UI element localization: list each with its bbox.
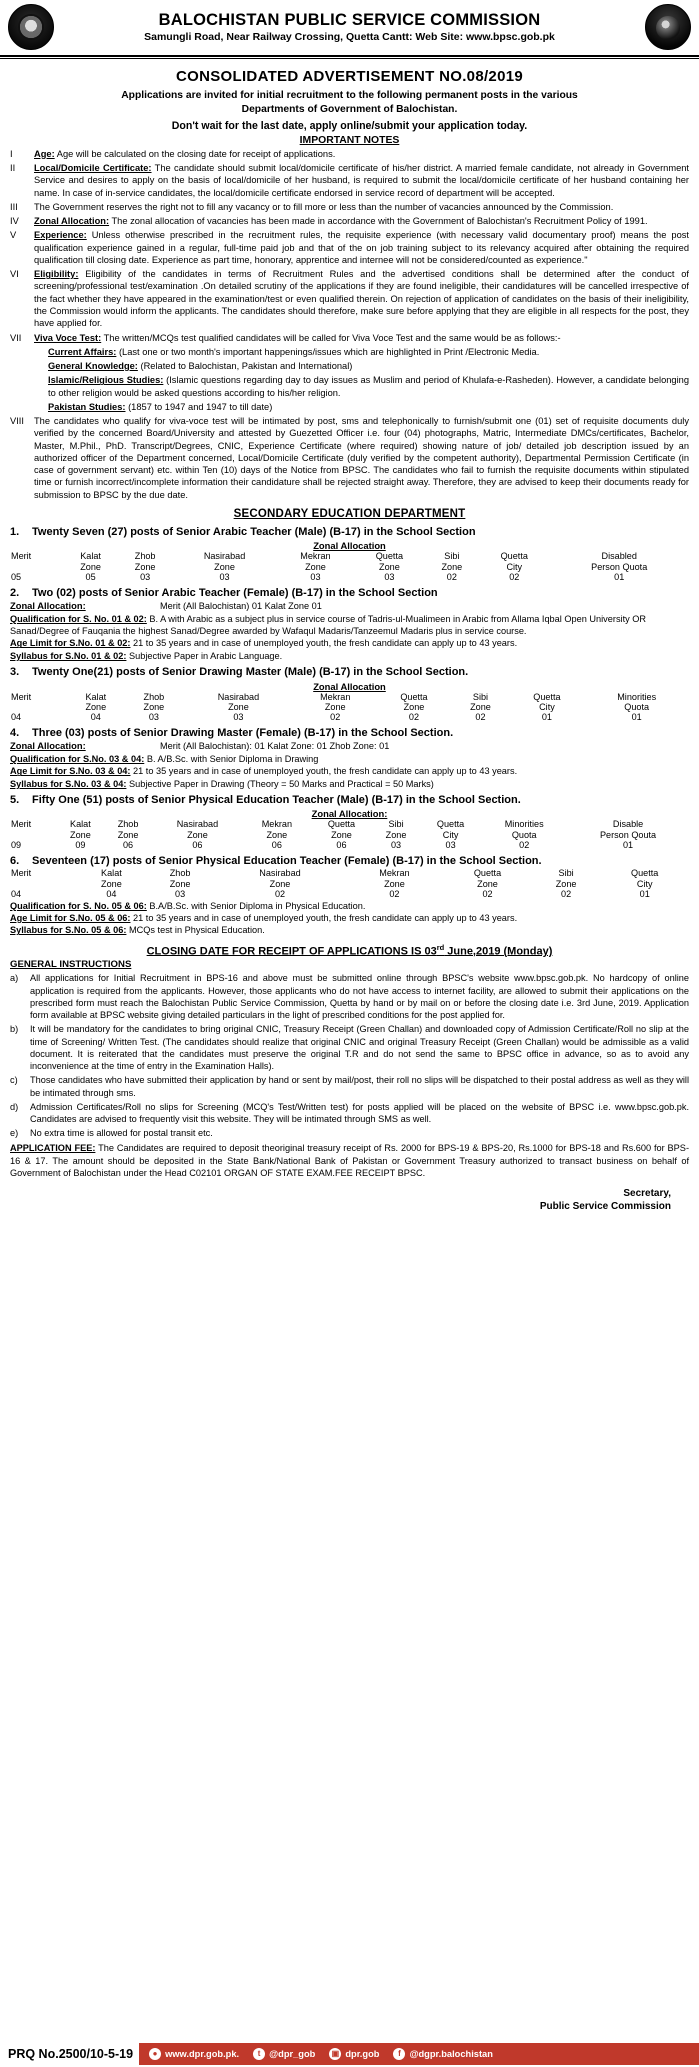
general-instruction-item (10, 1023, 689, 1072)
post-title: Two (02) posts of Senior Arabic Teacher (Female) (B-17) in the School Section (32, 586, 438, 599)
table-row (10, 819, 689, 829)
col-subheader (10, 879, 77, 889)
detail-text: MCQs test in Physical Education. (126, 925, 265, 936)
detail-text: Subjective Paper in Drawing (Theory = 50 Marks and Practical = 50 Marks) (126, 778, 434, 789)
cell-value: 02 (482, 889, 493, 900)
organization-address: Samungli Road, Near Railway Crossing, Quetta Cantt: Web Site: www.bpsc.gob.pk (144, 31, 555, 44)
col-subheader: Zone (228, 702, 249, 713)
gi-letter: d) (10, 1101, 19, 1112)
viva-sub-label: General Knowledge: (48, 361, 138, 372)
cell-value: 04 (11, 889, 22, 900)
important-notes-list (10, 148, 689, 501)
cell-value: 02 (389, 889, 400, 900)
col-subheader: Zone (331, 829, 352, 840)
note-number: I (10, 148, 13, 159)
col-header: Minorities (617, 691, 657, 702)
closing-post: June,2019 (Monday) (444, 945, 553, 958)
note-text: The written/MCQs test qualified candidates will be called for Viva Voce Test and the same would be as follows:- (101, 332, 561, 343)
closing-pre: CLOSING DATE FOR RECEIPT OF APPLICATIONS IS 03 (146, 945, 437, 958)
cell-value: 04 (90, 712, 101, 723)
note-body (34, 268, 689, 329)
viva-sub-text: (1857 to 1947 and 1947 to till date) (125, 401, 273, 412)
note-item (10, 415, 689, 501)
cell-value: 04 (106, 889, 117, 900)
gi-letter: e) (10, 1128, 19, 1139)
post-number: 3. (10, 666, 20, 679)
detail-text: Subjective Paper in Arabic Language. (126, 650, 283, 661)
col-header: Nasirabad (217, 691, 260, 702)
col-subheader: Zone (324, 702, 346, 713)
col-header: Nasirabad (203, 551, 246, 562)
col-subheader: Zone (214, 561, 235, 572)
application-fee-text: The Candidates are required to deposit theoriginal treasury receipt of Rs. 2000 for BPS-19 & BPS-20, Rs.1000 for BPS-18 and Rs.600 for BPS-16 & 17. The amount should be deposited in the State Bank/National Bank of Pakistan or Government Treasury authorized to transact business on behalf of Government of Balochistan under the Head C02101 ORGAN OF STATE EXAM.FEE RECEIPT BPSC. (10, 1143, 689, 1178)
col-header: Quetta (533, 691, 561, 702)
cell-value: 02 (330, 712, 341, 723)
col-header: Kalat (70, 819, 91, 830)
govt-emblem-icon (8, 4, 54, 50)
detail-label: Age Limit for S.No. 01 & 02: (10, 638, 131, 649)
page-header (0, 0, 699, 52)
globe-icon: ● (149, 2048, 161, 2060)
col-header: Quetta (436, 819, 465, 830)
bpsc-seal-icon (645, 4, 691, 50)
col-subheader: Person Quota (591, 561, 648, 572)
viva-sub-label: Pakistan Studies: (48, 401, 126, 412)
viva-sub-item (34, 346, 689, 358)
intro-line-1: Applications are invited for initial recruitment to the following permanent posts in the various (121, 90, 578, 101)
detail-label: Qualification for S. No. 01 & 02: (10, 613, 147, 624)
detail-text: B. A/B.Sc. with Senior Diploma in Drawing (144, 753, 319, 764)
col-header: Zhob (143, 691, 165, 702)
col-subheader: Zone (134, 561, 156, 572)
note-text: The candidates who qualify for viva-voce test will be intimated by post, sms and telephonically to furnish/submit one (01) set of requisite documents duly verified by the concerned Board/University and attested by Guezetted Officer i.e. four (04) photographs, Matric, Intermediate DMCs/certificates, Bachelor, Master, M.Phil., PhD. Transcript/Degrees, CNIC, Experience Certificate (where required) showing nature of job/ detailed job description issued by an authorized officer of the Department concerned, Local/Domicile Certificate (duly verified by the competent authority), Departmental Permission Certificate (in case of government servant) etc. within Ten (10) days of the Notice from BPSC. The candidates who fail to furnish the requisite documents within stipulated time or furnish incorrect/incomplete information their candidature shall be rejected straight away. Therefore, they are advised to keep their documents ready for submission to BPSC by the due date. (34, 416, 689, 500)
cell-value: 01 (541, 712, 552, 723)
cell-value: 02 (561, 889, 572, 900)
detail-label: Syllabus for S.No. 01 & 02: (10, 650, 127, 661)
note-number: II (10, 163, 16, 174)
note-label: Eligibility: (34, 269, 79, 280)
col-subheader: Zone (85, 702, 107, 713)
note-label: Zonal Allocation: (34, 216, 110, 227)
detail-text: B. A with Arabic as a subject plus in service course of Tadris-ul-Mualimeen in Arabic from Allama Iqbal Open University OR Sanad/Degree of Fauqania the highest Sanad/Degree awarded by Wafaqul Madaris/Tanzeemul Madaris plus in service course. (10, 613, 647, 637)
col-subheader: Zone (169, 878, 191, 889)
note-body (34, 215, 689, 227)
cell-value: 03 (175, 889, 186, 900)
col-subheader: Zone (266, 829, 288, 840)
col-header: Nasirabad (176, 819, 219, 830)
col-subheader: Zone (80, 561, 101, 572)
col-subheader: City (506, 561, 523, 572)
col-subheader: Zone (555, 878, 577, 889)
zonal-allocation-values: Merit (All Balochistan) 01 Kalat Zone 01 (160, 600, 322, 611)
post-detail (10, 637, 689, 649)
zonal-allocation-inline (10, 600, 689, 613)
note-number: VII (10, 332, 22, 343)
detail-text: 21 to 35 years and in case of unemployed youth, the fresh candidate can apply up to 43 years. (130, 766, 518, 777)
note-item (10, 215, 689, 227)
footer-link-facebook[interactable] (393, 2048, 492, 2060)
col-header: Zhob (117, 819, 139, 830)
post-entry-3 (10, 665, 689, 723)
intro-text (10, 89, 689, 117)
cell-value: 01 (639, 889, 650, 900)
zonal-allocation-label: Zonal Allocation: (311, 808, 388, 820)
zonal-allocation-label: Zonal Allocation: (10, 599, 86, 611)
cell-value: 02 (446, 572, 457, 583)
footer-link-website[interactable] (149, 2048, 239, 2060)
col-subheader: Zone (70, 829, 91, 840)
col-header: Quetta (631, 868, 659, 879)
col-header: Disabled (601, 551, 637, 562)
table-row (10, 889, 689, 899)
table-row (10, 879, 689, 889)
footer-link-label: dpr.gob (345, 2049, 380, 2059)
col-subheader: Zone (379, 561, 400, 572)
closing-date-notice (10, 943, 689, 958)
viva-sub-item (34, 360, 689, 372)
viva-sub-text: (Last one or two month's important happenings/issues which are highlighted in Print /Electronic Media. (116, 346, 540, 357)
zonal-allocation-inline (10, 740, 689, 753)
zonal-allocation-table (10, 692, 689, 723)
note-text: The Government reserves the right not to fill any vacancy or to fill more or less than the number of vacancies announced by the Commission. (34, 201, 614, 212)
col-subheader: Zone (384, 878, 405, 889)
note-body (34, 148, 689, 160)
cell-value: 03 (310, 572, 321, 583)
note-number: VIII (10, 416, 24, 427)
page-footer (0, 2041, 699, 2067)
table-row (10, 830, 689, 840)
detail-text: B.A/B.Sc. with Senior Diploma in Physical Education. (146, 900, 366, 911)
note-item (10, 268, 689, 329)
general-instruction-item (10, 1101, 689, 1125)
post-title-row (10, 793, 689, 807)
col-subheader: Zone (187, 829, 208, 840)
col-subheader: Zone (385, 829, 407, 840)
cell-value: 05 (11, 572, 22, 583)
note-body (34, 162, 689, 199)
cell-value: 04 (11, 712, 22, 723)
post-detail (10, 912, 689, 924)
gi-letter: c) (10, 1075, 18, 1086)
post-entry-6 (10, 854, 689, 937)
col-header: Quetta (327, 819, 356, 830)
col-subheader: Zone (269, 878, 291, 889)
social-media-bar (139, 2043, 699, 2065)
post-detail (10, 900, 689, 912)
post-entry-4 (10, 726, 689, 790)
detail-label: Age Limit for S.No. 05 & 06: (10, 912, 131, 923)
zonal-allocation-label: Zonal Allocation: (10, 740, 86, 752)
cell-value: 02 (408, 712, 420, 723)
post-detail (10, 753, 689, 765)
cell-value: 02 (475, 712, 486, 723)
cell-value: 03 (445, 840, 456, 851)
cell-value: 09 (75, 840, 86, 851)
post-number: 1. (10, 525, 20, 538)
application-fee-block (10, 1142, 689, 1179)
department-heading: SECONDARY EDUCATION DEPARTMENT (233, 507, 466, 520)
col-header: Kalat (85, 691, 107, 702)
post-title-row (10, 726, 689, 740)
post-title-row (10, 586, 689, 600)
col-subheader (10, 562, 63, 572)
important-notes-heading: IMPORTANT NOTES (299, 134, 400, 146)
table-row (10, 692, 689, 702)
gi-text: Those candidates who have submitted their application by hand or sent by mail/post, their roll no slips will be dispatched to their postal address as well as they will be intimated through sms. (30, 1075, 689, 1098)
dont-wait-notice: Don't wait for the last date, apply online/submit your application today. (171, 119, 528, 132)
detail-label: Qualification for S. No. 05 & 06: (10, 900, 147, 911)
note-item (10, 201, 689, 213)
footer-link-label: @dgpr.balochistan (409, 2049, 493, 2059)
note-text: Eligibility of the candidates in terms of Recruitment Rules and the advertised conditions shall be determined after the conduct of screening/professional test/examination .On detailed scrutiny of the applications if they are found ineligible, their candidatures will be cancelled irrespective of the fact whether they have appeared in the examination/test or even qualified therein. On rejection of application of candidates on the basis of their ineligibility, the Commission would inform the applicants. The candidates should therefore, make sure before applying that they are eligible in all respects for the post, they have applied for. (34, 269, 689, 329)
col-subheader: Zone (441, 561, 463, 572)
col-subheader: Person Qouta (599, 829, 657, 840)
signature-block (10, 1187, 689, 1213)
note-text: The candidate should submit local/domicile certificate of his/her district. A married female candidate, not already in Government Service and desires to apply on the basis of local/domicile of her husband, is required to submit the local/domicile certificate of her husband containing her name. In case of in-service candidates, the local/domicile certificate endorsed in service record of department will be accepted. (34, 163, 689, 198)
prq-number: PRQ No.2500/10-5-19 (8, 2047, 134, 2061)
viva-sub-text: (Islamic questions regarding day to day issues as Muslim and period of Khulafa-e-Rasheden). However, a candidate belonging to other religion would be asked questions according to his/her religion. (48, 375, 689, 398)
note-body (34, 201, 689, 213)
cell-value: 03 (390, 840, 402, 851)
col-header: Sibi (472, 691, 489, 702)
gi-letter: b) (10, 1024, 19, 1035)
cell-value: 02 (519, 840, 530, 851)
post-title: Fifty One (51) posts of Senior Physical Education Teacher (Male) (B-17) in the School Section. (32, 794, 521, 807)
col-subheader: Zone (117, 829, 139, 840)
cell-value: 03 (384, 572, 395, 583)
zonal-allocation-table (10, 868, 689, 899)
cell-value: 02 (509, 572, 520, 583)
note-number: III (10, 201, 18, 212)
col-header: Sibi (558, 868, 574, 879)
instagram-icon: ▣ (329, 2048, 341, 2060)
table-row (10, 840, 689, 850)
table-row (10, 868, 689, 878)
col-header: Zhob (169, 868, 191, 879)
gi-letter: a) (10, 973, 19, 984)
col-header: Mekran (379, 868, 410, 879)
zonal-allocation-table (10, 551, 689, 582)
cell-value: 02 (274, 889, 286, 900)
note-label: Experience: (34, 230, 87, 241)
note-number: V (10, 230, 17, 241)
table-row (10, 712, 689, 722)
col-header: Zhob (134, 551, 156, 562)
facebook-icon: f (393, 2048, 405, 2060)
page-title: CONSOLIDATED ADVERTISEMENT NO.08/2019 (176, 68, 523, 85)
post-title: Twenty One(21) posts of Senior Drawing Master (Male) (B-17) in the School Section. (32, 666, 469, 679)
footer-link-label: www.dpr.gob.pk. (165, 2049, 240, 2059)
col-subheader: Zone (305, 561, 326, 572)
col-subheader: Zone (470, 702, 491, 713)
col-subheader: Quota (624, 702, 650, 713)
col-header: Mekran (320, 691, 351, 702)
col-subheader: Zone (403, 702, 425, 713)
post-number: 4. (10, 726, 20, 739)
note-label: Age: (34, 148, 55, 159)
table-row (10, 572, 689, 582)
footer-link-twitter[interactable] (253, 2048, 315, 2060)
gi-text: It will be mandatory for the candidates to bring original CNIC, Treasury Receipt (Green Challan) and downloaded copy of Admission Certificate/Roll no slip at the time of Screening/ Written Test. (The candidates should realize that original CNIC and original Treasury Receipt (Green Challan) would be admissible as a valid document. It is reiterated that the candidates must preserve the original T.R and do not send the same to BPSC office in advance, so as to avoid any inconvenience at the time of entry in the Examination Halls). (30, 1024, 689, 1072)
post-title: Three (03) posts of Senior Drawing Master (Female) (B-17) in the School Section. (32, 726, 454, 739)
note-number: IV (10, 216, 19, 227)
viva-sub-label: Current Affairs: (48, 346, 117, 357)
cell-value: 06 (192, 840, 203, 851)
cell-value: 03 (233, 712, 244, 723)
col-subheader: Quota (511, 829, 537, 840)
signature-line-1: Secretary, (623, 1188, 671, 1200)
note-item (10, 148, 689, 160)
post-number: 6. (10, 854, 20, 867)
col-subheader: City (636, 878, 653, 889)
viva-sub-item (34, 374, 689, 399)
col-subheader: Zone (101, 878, 122, 889)
post-entry-2 (10, 586, 689, 663)
cell-value: 06 (336, 840, 347, 851)
note-body (34, 415, 689, 501)
note-body (34, 332, 689, 414)
zonal-allocation-label: Zonal Allocation (313, 540, 386, 552)
footer-link-label: @dpr_gob (269, 2049, 316, 2059)
post-detail (10, 613, 689, 638)
general-instruction-item (10, 1074, 689, 1098)
post-title: Twenty Seven (27) posts of Senior Arabic Teacher (Male) (B-17) in the School Section (32, 525, 476, 538)
viva-sub-item (34, 401, 689, 413)
general-instruction-item (10, 1127, 689, 1139)
col-header: Merit (11, 819, 32, 830)
detail-text: 21 to 35 years and in case of unemployed youth, the fresh candidate can apply up to 43 years. (130, 912, 518, 923)
col-subheader: Zone (477, 878, 498, 889)
cell-value: 03 (148, 712, 159, 723)
general-instructions-heading: GENERAL INSTRUCTIONS (10, 959, 132, 971)
header-text-block (62, 11, 637, 43)
detail-label: Syllabus for S.No. 03 & 04: (10, 778, 127, 789)
note-label: Local/Domicile Certificate: (34, 163, 152, 174)
col-header: Quetta (473, 868, 502, 879)
note-label: Viva Voce Test: (34, 332, 102, 343)
footer-link-instagram[interactable] (329, 2048, 379, 2060)
col-header: Mekran (300, 551, 331, 562)
col-header: Quetta (400, 691, 428, 702)
col-header: Sibi (444, 551, 460, 562)
post-detail (10, 765, 689, 777)
table-row (10, 562, 689, 572)
cell-value: 03 (140, 572, 151, 583)
closing-ordinal: rd (436, 942, 445, 952)
organization-name: BALOCHISTAN PUBLIC SERVICE COMMISSION (158, 10, 541, 29)
application-fee-heading: APPLICATION FEE: (10, 1143, 96, 1154)
note-text: Age will be calculated on the closing date for receipt of applications. (54, 148, 336, 159)
note-item (10, 162, 689, 199)
post-detail (10, 778, 689, 790)
post-entry-5 (10, 793, 689, 851)
col-header: Kalat (80, 551, 101, 562)
post-number: 5. (10, 794, 20, 807)
col-subheader (10, 702, 67, 712)
header-divider (0, 55, 699, 57)
zonal-allocation-values: Merit (All Balochistan): 01 Kalat Zone: 01 Zhob Zone: 01 (160, 741, 390, 752)
col-header: Kalat (101, 868, 122, 879)
detail-label: Age Limit for S.No. 03 & 04: (10, 766, 131, 777)
detail-text: 21 to 35 years and in case of unemployed youth, the fresh candidate can apply up to 43 years. (130, 638, 518, 649)
col-header: Nasirabad (259, 868, 301, 879)
note-text: The zonal allocation of vacancies has been made in accordance with the Government of Balochistan's Recruitment Policy of 1991. (109, 216, 648, 227)
col-header: Merit (11, 868, 32, 879)
cell-value: 06 (271, 840, 282, 851)
note-text: Unless otherwise prescribed in the recruitment rules, the requisite experience (with necessary valid documentary proof) means the post qualification experience gained in a regular, full-time paid job and that of the on job training subject to its relevancy acquired after obtaining the required qualification till closing date. Experience as part time, honorary, apprentice and internee will not be considered/counted as experience." (34, 230, 689, 265)
intro-line-2: Departments of Government of Balochistan. (241, 103, 458, 115)
zonal-allocation-table (10, 819, 689, 850)
post-title: Seventeen (17) posts of Senior Physical Education Teacher (Female) (B-17) in the School Section. (32, 854, 542, 867)
table-row (10, 551, 689, 561)
cell-value: 03 (219, 572, 230, 583)
cell-value: 01 (631, 712, 642, 723)
col-subheader (10, 830, 57, 840)
col-subheader: City (539, 702, 555, 713)
col-header: Sibi (388, 819, 404, 830)
note-item (10, 229, 689, 266)
col-header: Quetta (500, 551, 528, 562)
cell-value: 01 (622, 840, 634, 851)
post-title-row (10, 665, 689, 679)
post-detail (10, 650, 689, 662)
gi-text: No extra time is allowed for postal transit etc. (30, 1128, 213, 1139)
gi-text: Admission Certificates/Roll no slips for Screening (MCQ's Test/Written test) for posts applied will be placed on the website of BPSC i.e. www.bpsc.gob.pk. Candidates are advised to frequently visit this website. They will be intimated through SMS as well. (30, 1101, 689, 1124)
col-header: Minorities (504, 819, 544, 830)
col-header: Merit (11, 691, 32, 702)
post-detail (10, 924, 689, 936)
note-item (10, 332, 689, 414)
cell-value: 09 (11, 840, 22, 851)
note-body (34, 229, 689, 266)
gi-text: All applications for Initial Recruitment in BPS-16 and above must be submitted online through BPSC's website www.bpsc.gob.pk. No hardcopy of online application is required from the applicants. However, those applicants who do not have access to internet facility, are allowed to submit their applications on the prescribed form must reach the Balochistan Public Service Commission, Quetta by hand or by mail on or before the closing date i.e. 3rd June, 2019. Application form available at BPSC website giving detailed particulars in the light of prescribed conditions for the post applied for. (30, 973, 689, 1021)
col-header: Mekran (261, 819, 293, 830)
col-header: Quetta (375, 551, 404, 562)
cell-value: 05 (85, 572, 96, 583)
detail-label: Syllabus for S.No. 05 & 06: (10, 925, 127, 936)
post-title-row (10, 525, 689, 539)
viva-sub-label: Islamic/Religious Studies: (48, 375, 164, 386)
col-subheader: Zone (143, 702, 165, 713)
post-entry-1 (10, 525, 689, 583)
general-instruction-item (10, 972, 689, 1021)
col-header: Disable (612, 819, 644, 830)
cell-value: 01 (614, 572, 625, 583)
col-subheader: City (442, 829, 459, 840)
signature-line-2: Public Service Commission (539, 1201, 671, 1213)
zonal-allocation-label: Zonal Allocation (313, 680, 386, 692)
note-number: VI (10, 269, 19, 280)
viva-sub-text: (Related to Balochistan, Pakistan and International) (137, 361, 353, 372)
col-header: Merit (11, 551, 32, 562)
detail-label: Qualification for S.No. 03 & 04: (10, 753, 145, 764)
cell-value: 06 (123, 840, 134, 851)
post-title-row (10, 854, 689, 868)
post-number: 2. (10, 586, 20, 599)
table-row (10, 702, 689, 712)
twitter-icon: t (253, 2048, 265, 2060)
